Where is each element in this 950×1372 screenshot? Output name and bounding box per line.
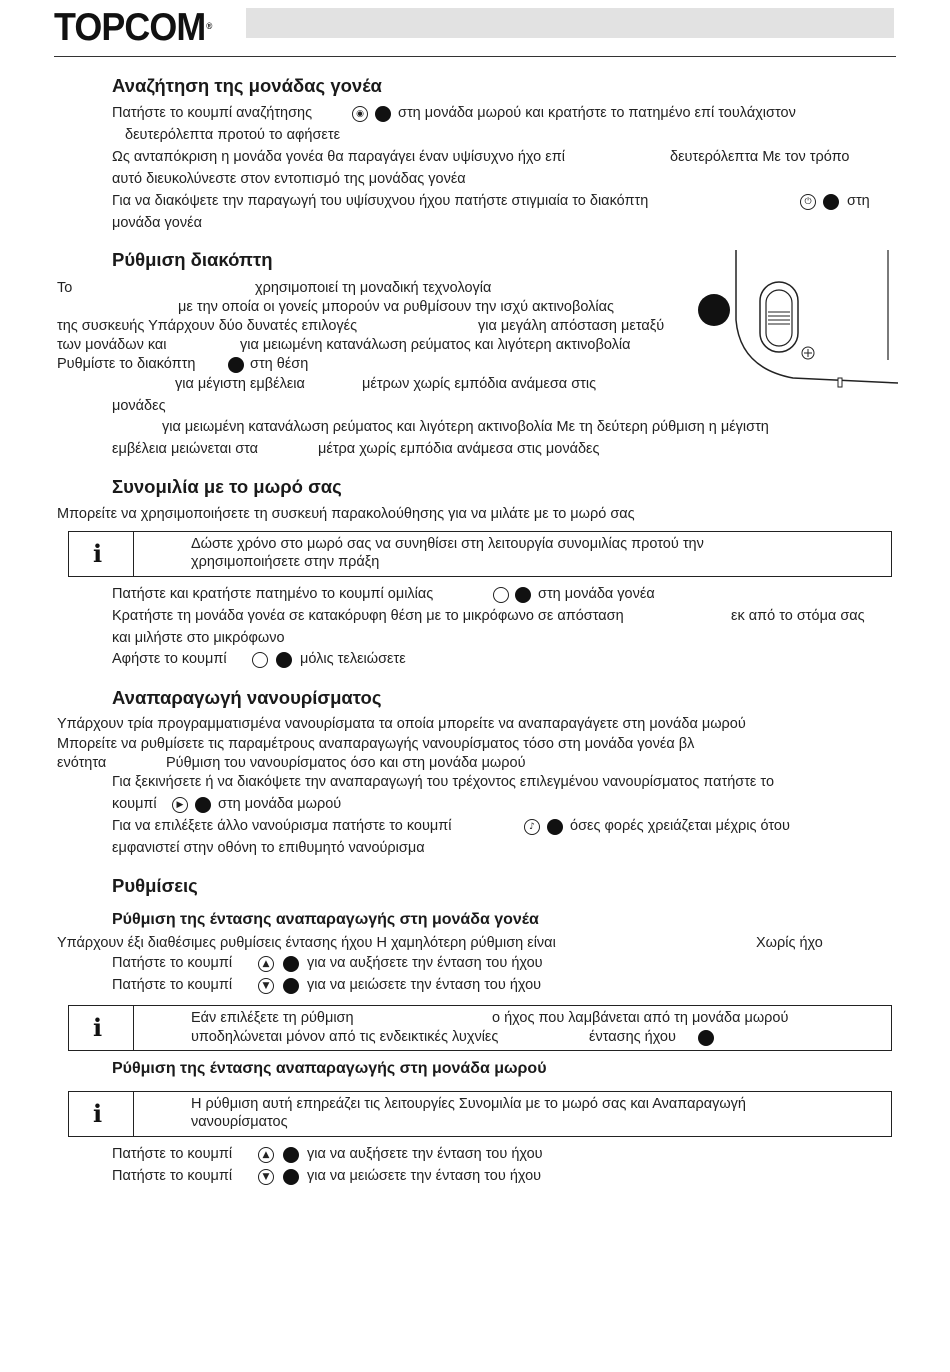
callout-dot-icon xyxy=(195,797,211,813)
callout-dot-icon xyxy=(375,106,391,122)
note-text: Εάν επιλέξετε τη ρύθμιση xyxy=(191,1010,354,1026)
text-line: κουμπί xyxy=(112,796,157,812)
text-line: ενότητα xyxy=(57,755,107,771)
callout-dot-icon xyxy=(698,294,730,326)
text-line: μέτρων χωρίς εμπόδια ανάμεσα στις xyxy=(362,376,597,392)
text-line: μόλις τελειώσετε xyxy=(300,651,406,667)
volume-up-icon: ▲ xyxy=(258,956,274,972)
text-line: για να μειώσετε την ένταση του ήχου xyxy=(307,977,542,993)
info-note xyxy=(68,1091,892,1137)
text-line: Χωρίς ήχο xyxy=(756,935,823,951)
info-note xyxy=(68,531,892,577)
section-title-find-parent: Αναζήτηση της μονάδας γονέα xyxy=(112,75,382,96)
callout-dot-icon xyxy=(276,652,292,668)
text-line: Αφήστε το κουμπί xyxy=(112,651,227,667)
text-line: στη μονάδα γονέα xyxy=(538,586,655,602)
text-line: στη μονάδα μωρού xyxy=(218,796,342,812)
text-line: Μπορείτε να χρησιμοποιήσετε τη συσκευή παρακολούθησης για να μιλάτε με το μωρό σας xyxy=(57,506,635,522)
note-text: νανουρίσματος xyxy=(191,1114,288,1130)
text-line: αυτό διευκολύνεστε στον εντοπισμό της μονάδας γονέα xyxy=(112,171,466,187)
info-icon: i xyxy=(93,1013,103,1042)
info-icon: i xyxy=(93,539,103,568)
subsection-title-parent-volume: Ρύθμιση της έντασης αναπαραγωγής στη μονάδα γονέα xyxy=(112,911,539,928)
header-bar xyxy=(246,8,894,38)
text-line: δευτερόλεπτα προτού το αφήσετε xyxy=(125,127,341,143)
header-divider xyxy=(54,56,896,57)
note-text: χρησιμοποιήσετε στην πράξη xyxy=(191,554,380,570)
text-line: Πατήστε το κουμπί xyxy=(112,977,233,993)
text-line: για μεγάλη απόσταση μεταξύ xyxy=(478,318,665,334)
play-icon: ▶ xyxy=(172,797,188,813)
text-line: Ρυθμίστε το διακόπτη xyxy=(57,356,196,372)
note-text: ο ήχος που λαμβάνεται από τη μονάδα μωρού xyxy=(492,1010,789,1026)
text-line: για να αυξήσετε την ένταση του ήχου xyxy=(307,955,543,971)
note-text: υποδηλώνεται μόνον από τις ενδεικτικές λυχνίες xyxy=(191,1029,499,1045)
note-divider xyxy=(133,1006,134,1050)
text-line: Για ξεκινήσετε ή να διακόψετε την αναπαραγωγή του τρέχοντος επιλεγμένου νανουρίσματος πατήστε το xyxy=(112,774,775,790)
volume-down-icon: ▼ xyxy=(258,978,274,994)
text-line: μονάδα γονέα xyxy=(112,215,202,231)
text-line: εμβέλεια μειώνεται στα xyxy=(112,441,259,457)
note-divider xyxy=(133,532,134,576)
callout-dot-icon xyxy=(515,587,531,603)
text-line: εκ από το στόμα σας xyxy=(731,608,865,624)
section-title-lullaby: Αναπαραγωγή νανουρίσματος xyxy=(112,687,382,708)
text-line: στη xyxy=(847,193,870,209)
subsection-title-baby-volume: Ρύθμιση της έντασης αναπαραγωγής στη μονάδα μωρού xyxy=(112,1060,547,1077)
text-line: Μπορείτε να ρυθμίσετε τις παραμέτρους αναπαραγωγής νανουρίσματος τόσο στη μονάδα γονέα βλ xyxy=(57,736,695,752)
callout-dot-icon xyxy=(698,1030,714,1046)
text-line: με την οποία οι γονείς μπορούν να ρυθμίσουν την ισχύ ακτινοβολίας xyxy=(178,299,614,315)
device-switch-illustration xyxy=(698,250,898,395)
text-line: Πατήστε το κουμπί αναζήτησης xyxy=(112,105,313,121)
text-line: Ρύθμιση του νανουρίσματος όσο και στη μονάδα μωρού xyxy=(166,755,526,771)
info-note xyxy=(68,1005,892,1051)
text-line: για να αυξήσετε την ένταση του ήχου xyxy=(307,1146,543,1162)
note-divider xyxy=(133,1092,134,1136)
power-icon: ⏻ xyxy=(800,194,816,210)
text-line: και μιλήστε στο μικρόφωνο xyxy=(112,630,285,646)
text-line: χρησιμοποιεί τη μοναδική τεχνολογία xyxy=(255,280,492,296)
text-line: των μονάδων και xyxy=(57,337,167,353)
text-line: μέτρα χωρίς εμπόδια ανάμεσα στις μονάδες xyxy=(318,441,600,457)
section-title-talk: Συνομιλία με το μωρό σας xyxy=(112,476,342,497)
text-line: στη θέση xyxy=(250,356,309,372)
text-line: της συσκευής Υπάρχουν δύο δυνατές επιλογές xyxy=(57,318,358,334)
text-line: Πατήστε το κουμπί xyxy=(112,1168,233,1184)
text-line: για μέγιστη εμβέλεια xyxy=(175,376,305,392)
text-line: Για να διακόψετε την παραγωγή του υψίσυχνου ήχου πατήστε στιγμιαία το διακόπτη xyxy=(112,193,649,209)
callout-dot-icon xyxy=(823,194,839,210)
note-text: Η ρύθμιση αυτή επηρεάζει τις λειτουργίες Συνομιλία με το μωρό σας και Αναπαραγωγή xyxy=(191,1096,746,1112)
text-line: Το xyxy=(57,280,73,296)
section-title-settings: Ρυθμίσεις xyxy=(112,875,198,896)
note-text: Δώστε χρόνο στο μωρό σας να συνηθίσει στη λειτουργία συνομιλίας προτού την xyxy=(191,536,704,552)
search-icon: ◉ xyxy=(352,106,368,122)
text-line: δευτερόλεπτα Με τον τρόπο xyxy=(670,149,850,165)
text-line: Πατήστε και κρατήστε πατημένο το κουμπί ομιλίας xyxy=(112,586,434,602)
lullaby-note-icon: ♪ xyxy=(524,819,540,835)
text-line: στη μονάδα μωρού και κρατήστε το πατημένο επί τουλάχιστον xyxy=(398,105,796,121)
text-line: Κρατήστε τη μονάδα γονέα σε κατακόρυφη θέση με το μικρόφωνο σε απόσταση xyxy=(112,608,624,624)
topcom-logo: TOPCOM® xyxy=(54,6,212,49)
callout-dot-icon xyxy=(283,1169,299,1185)
callout-dot-icon xyxy=(228,357,244,373)
text-line: Υπάρχουν έξι διαθέσιμες ρυθμίσεις έντασης ήχου Η χαμηλότερη ρύθμιση είναι xyxy=(57,935,556,951)
callout-dot-icon xyxy=(283,1147,299,1163)
text-line: Για να επιλέξετε άλλο νανούρισμα πατήστε το κουμπί xyxy=(112,818,452,834)
callout-dot-icon xyxy=(283,978,299,994)
talk-icon xyxy=(252,652,268,668)
note-text: έντασης ήχου xyxy=(589,1029,676,1045)
text-line: μονάδες xyxy=(112,398,166,414)
section-title-switch: Ρύθμιση διακόπτη xyxy=(112,249,273,270)
info-icon: i xyxy=(93,1099,103,1128)
volume-down-icon: ▼ xyxy=(258,1169,274,1185)
text-line: Πατήστε το κουμπί xyxy=(112,1146,233,1162)
volume-up-icon: ▲ xyxy=(258,1147,274,1163)
text-line: Υπάρχουν τρία προγραμματισμένα νανουρίσματα τα οποία μπορείτε να αναπαραγάγετε στη μονάδα μωρού xyxy=(57,716,746,732)
text-line: για να μειώσετε την ένταση του ήχου xyxy=(307,1168,542,1184)
text-line: για μειωμένη κατανάλωση ρεύματος και λιγότερη ακτινοβολία xyxy=(240,337,631,353)
text-line: Ως ανταπόκριση η μονάδα γονέα θα παραγάγει έναν υψίσυχνο ήχο επί xyxy=(112,149,565,165)
callout-dot-icon xyxy=(547,819,563,835)
text-line: για μειωμένη κατανάλωση ρεύματος και λιγότερη ακτινοβολία Με τη δεύτερη ρύθμιση η μέγιστη xyxy=(162,419,769,435)
text-line: εμφανιστεί στην οθόνη το επιθυμητό νανούρισμα xyxy=(112,840,425,856)
text-line: Πατήστε το κουμπί xyxy=(112,955,233,971)
text-line: όσες φορές χρειάζεται μέχρις ότου xyxy=(570,818,790,834)
talk-icon xyxy=(493,587,509,603)
callout-dot-icon xyxy=(283,956,299,972)
